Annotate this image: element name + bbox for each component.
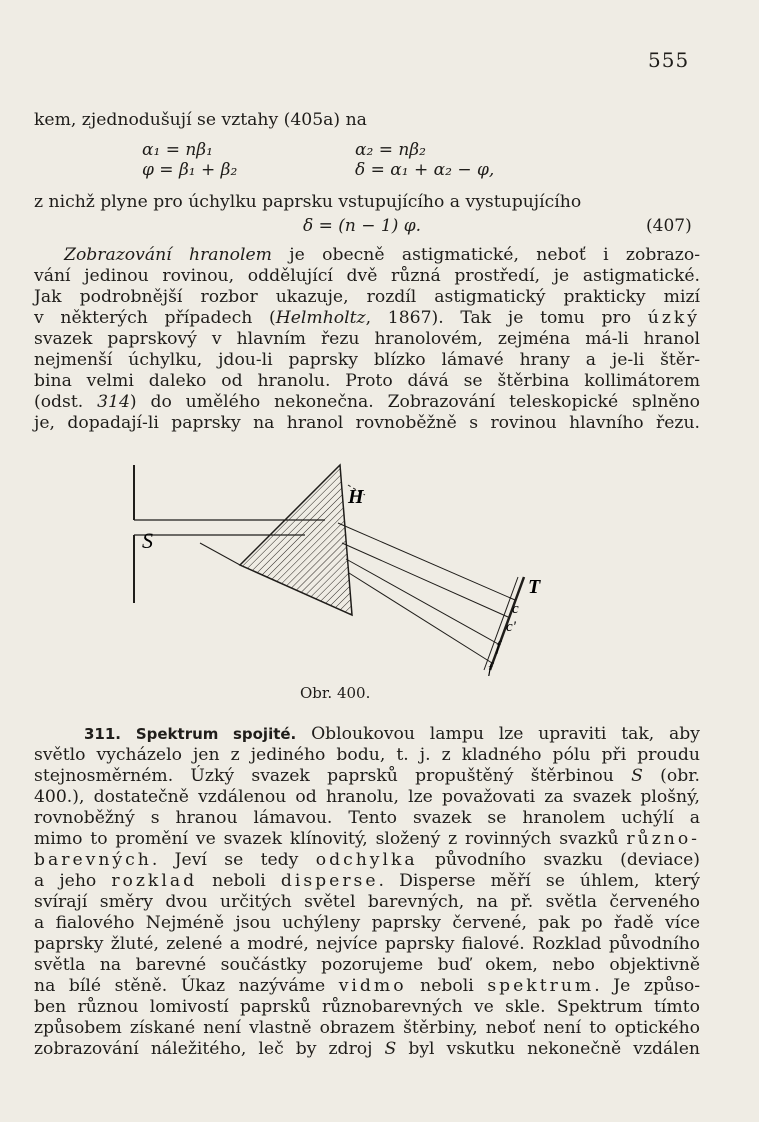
text-line: Zobrazování hranolem je obecně astigmatické, neboť i zobrazo- (64, 245, 701, 265)
label-c: c (512, 601, 519, 617)
text-line: na bílé stěně. Úkaz nazýváme vidmo neboli spektrum. Je způso- (34, 976, 701, 996)
prism-diagram (120, 455, 560, 680)
text-line: kem, zjednodušují se vztahy (405a) na (34, 110, 367, 130)
text-line: bina velmi daleko od hranolu. Proto dává se štěrbina kollimátorem (34, 371, 700, 391)
equation: α₂ = nβ₂ (355, 140, 426, 160)
ray-incoming (200, 543, 240, 565)
text-line: v některých případech (Helmholtz, 1867). Tak je tomu pro úzký (34, 308, 701, 328)
equation: δ = (n − 1) φ. (303, 216, 422, 236)
text-line: rovnoběžný s hranou lámavou. Tento svazek se hranolem uchýlí a (34, 808, 700, 828)
ray (349, 573, 492, 663)
text-line: ben různou lomivostí paprsků různobarevných ve skle. Spektrum tímto (34, 997, 700, 1017)
text-line: a fialového Nejméně jsou uchýleny paprsky červené, pak po řadě více (34, 913, 700, 933)
ray (338, 523, 515, 600)
equation: δ = α₁ + α₂ − φ, (355, 160, 495, 180)
equation: φ = β₁ + β₂ (142, 160, 238, 180)
text-line: z nichž plyne pro úchylku paprsku vstupujícího a vystupujícího (34, 192, 582, 212)
label-f: f (496, 639, 501, 655)
ray (342, 543, 508, 617)
label-h: H (348, 486, 364, 508)
text-line: svírají směry dvou určitých světel barevných, na př. světla červeného (34, 892, 700, 912)
text-line: způsobem získané není vlastně obrazem štěrbiny, neboť není to optického (34, 1018, 700, 1038)
equation-number: (407) (646, 216, 692, 236)
text-line: je, dopadají-li paprsky na hranol rovnoběžně s rovinou hlavního řezu. (34, 413, 700, 433)
page-number: 555 (648, 48, 690, 72)
figure-caption: Obr. 400. (300, 684, 371, 702)
text-line: zobrazování náležitého, leč by zdroj S byl vskutku nekonečně vzdálen (34, 1039, 700, 1059)
text-line: paprsky žluté, zelené a modré, nejvíce paprsky fialové. Rozklad původního (34, 934, 700, 954)
label-c-prime: c' (506, 619, 516, 635)
text-line: mimo to promění ve svazek klínovitý, složený z rovinných svazků různo- (34, 829, 700, 849)
label-s: S (142, 528, 153, 553)
text-line: nejmenší úchylku, jdou-li paprsky blízko lámavé hrany a je-li štěr- (34, 350, 700, 370)
label-t: T (528, 576, 541, 598)
text-line: 400.), dostatečně vzdálenou od hranolu, lze považovati za svazek plošný, (34, 787, 700, 807)
prism (240, 465, 352, 615)
text-line: Jak podrobnější rozbor ukazuje, rozdíl astigmatický prakticky mizí (34, 287, 700, 307)
text-line: a jeho rozklad neboli disperse. Disperse měří se úhlem, který (34, 871, 700, 891)
text-line: 311. Spektrum spojité. Obloukovou lampu lze upraviti tak, aby (84, 724, 700, 744)
text-line: stejnosměrném. Úzký svazek paprsků propuštěný štěrbinou S (obr. (34, 766, 700, 786)
label-f-2: f (488, 661, 493, 677)
text-line: barevných. Jeví se tedy odchylka původního svazku (deviace) (34, 850, 700, 870)
ray (346, 559, 500, 645)
text-line: vání jedinou rovinou, oddělující dvě různá prostředí, je astigmatické. (34, 266, 700, 286)
equation: α₁ = nβ₁ (142, 140, 213, 160)
text-line: světla na barevné součástky pozorujeme buď okem, nebo objektivně (34, 955, 700, 975)
text-line: (odst. 314) do umělého nekonečna. Zobrazování teleskopické splněno (34, 392, 700, 412)
text-line: světlo vycházelo jen z jediného bodu, t. j. z kladného pólu při proudu (34, 745, 700, 765)
text-line: svazek paprskový v hlavním řezu hranolovém, zejména má-li hranol (34, 329, 700, 349)
